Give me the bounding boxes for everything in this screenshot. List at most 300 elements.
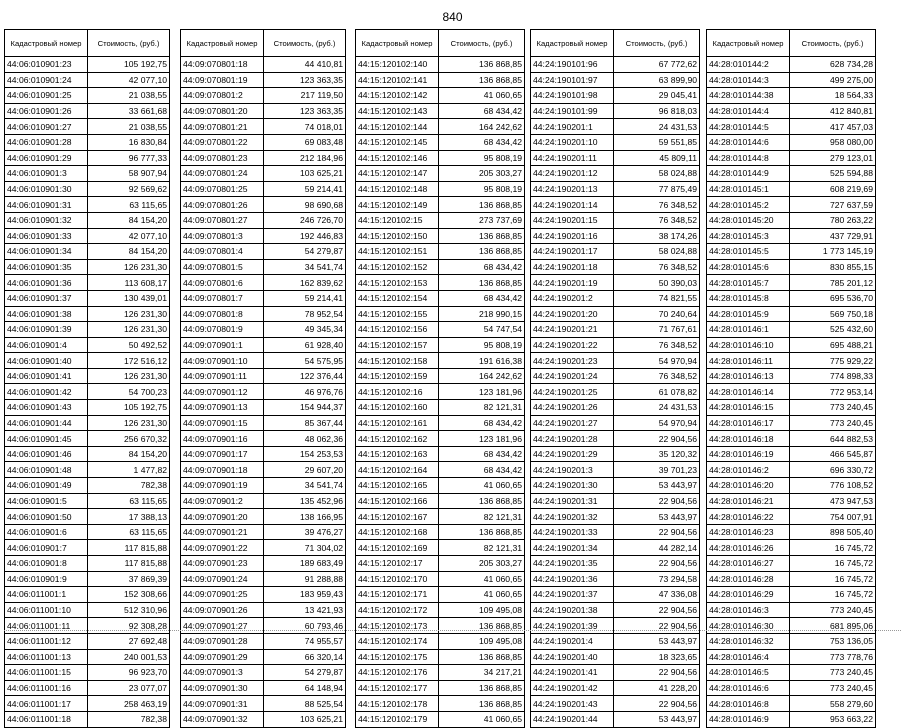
table-row — [356, 166, 525, 182]
table-row — [356, 400, 525, 416]
table-row — [5, 150, 170, 166]
cadastral-number-cell: 44:06:010901:28 — [5, 134, 88, 150]
cost-cell: 123 181,96 — [439, 384, 525, 400]
cost-cell: 92 569,62 — [88, 181, 170, 197]
cost-cell: 33 661,68 — [88, 103, 170, 119]
table-row — [356, 103, 525, 119]
cost-cell: 18 564,33 — [790, 88, 876, 104]
cost-cell: 68 434,42 — [439, 462, 525, 478]
cadastral-number-cell: 44:09:070901:25 — [181, 587, 264, 603]
table-row — [356, 633, 525, 649]
table-row — [181, 119, 346, 135]
cadastral-number-cell: 44:28:010146:15 — [707, 400, 790, 416]
cost-cell: 58 024,88 — [614, 166, 700, 182]
cadastral-number-cell: 44:24:190101:98 — [531, 88, 614, 104]
cost-cell: 22 904,56 — [614, 665, 700, 681]
table-row — [531, 493, 700, 509]
table-row — [531, 571, 700, 587]
cost-cell: 1 477,82 — [88, 462, 170, 478]
cost-cell: 50 390,03 — [614, 275, 700, 291]
cadastral-number-cell: 44:15:120102:155 — [356, 306, 439, 322]
cadastral-number-cell: 44:06:010901:41 — [5, 368, 88, 384]
cost-cell: 54 747,54 — [439, 322, 525, 338]
cadastral-number-cell: 44:09:070801:21 — [181, 119, 264, 135]
cadastral-number-cell: 44:15:120102:165 — [356, 478, 439, 494]
cadastral-number-cell: 44:09:070801:25 — [181, 181, 264, 197]
cost-cell: 162 839,62 — [264, 275, 346, 291]
cadastral-number-cell: 44:06:010901:30 — [5, 181, 88, 197]
cost-cell: 85 367,44 — [264, 415, 346, 431]
cadastral-number-cell: 44:15:120102:142 — [356, 88, 439, 104]
cost-cell: 103 625,21 — [264, 711, 346, 727]
table-row — [181, 493, 346, 509]
cost-cell: 54 700,23 — [88, 384, 170, 400]
table-row — [707, 353, 876, 369]
cost-cell: 136 868,85 — [439, 197, 525, 213]
table-row — [707, 665, 876, 681]
cost-cell: 135 452,96 — [264, 493, 346, 509]
cost-cell: 42 077,10 — [88, 228, 170, 244]
column-header-cost: Стоимость, (руб.) — [439, 30, 525, 57]
cost-cell: 569 750,18 — [790, 306, 876, 322]
cadastral-number-cell: 44:15:120102:172 — [356, 602, 439, 618]
cadastral-number-cell: 44:28:010146:4 — [707, 649, 790, 665]
table-row — [356, 602, 525, 618]
table-row — [181, 602, 346, 618]
cost-cell: 76 348,52 — [614, 368, 700, 384]
cadastral-number-cell: 44:28:010146:32 — [707, 633, 790, 649]
cadastral-number-cell: 44:24:190201:40 — [531, 649, 614, 665]
cost-cell: 34 541,74 — [264, 478, 346, 494]
table-row — [181, 228, 346, 244]
table-row — [707, 134, 876, 150]
table-row — [531, 306, 700, 322]
table-row — [181, 337, 346, 353]
table-row — [531, 649, 700, 665]
cadastral-number-cell: 44:09:070801:18 — [181, 57, 264, 73]
cadastral-number-cell: 44:28:010146:20 — [707, 478, 790, 494]
cost-cell: 41 060,65 — [439, 587, 525, 603]
cost-cell: 830 855,15 — [790, 259, 876, 275]
cost-cell: 240 001,53 — [88, 649, 170, 665]
table-row — [531, 665, 700, 681]
cadastral-number-cell: 44:15:120102:146 — [356, 150, 439, 166]
table-row — [707, 711, 876, 727]
table-row — [181, 353, 346, 369]
table-header-row — [356, 30, 525, 57]
cost-cell: 24 431,53 — [614, 119, 700, 135]
table-header-row — [181, 30, 346, 57]
cadastral-number-cell: 44:09:070801:22 — [181, 134, 264, 150]
cadastral-number-cell: 44:28:010144:5 — [707, 119, 790, 135]
cadastral-number-cell: 44:24:190201:12 — [531, 166, 614, 182]
cadastral-number-cell: 44:24:190201:26 — [531, 400, 614, 416]
cost-cell: 41 060,65 — [439, 88, 525, 104]
table-row — [356, 368, 525, 384]
cost-cell: 59 214,41 — [264, 290, 346, 306]
cadastral-number-cell: 44:15:120102:16 — [356, 384, 439, 400]
cost-cell: 76 348,52 — [614, 337, 700, 353]
cost-cell: 34 217,21 — [439, 665, 525, 681]
cadastral-number-cell: 44:24:190201:30 — [531, 478, 614, 494]
cadastral-number-cell: 44:06:010901:24 — [5, 72, 88, 88]
cadastral-number-cell: 44:09:070901:19 — [181, 478, 264, 494]
cost-cell: 608 219,69 — [790, 181, 876, 197]
cadastral-number-cell: 44:24:190101:97 — [531, 72, 614, 88]
cost-cell: 695 488,21 — [790, 337, 876, 353]
cadastral-number-cell: 44:06:010901:40 — [5, 353, 88, 369]
cadastral-number-cell: 44:28:010144:38 — [707, 88, 790, 104]
cost-cell: 23 077,07 — [88, 680, 170, 696]
cost-cell: 69 083,48 — [264, 134, 346, 150]
table-row — [707, 540, 876, 556]
cost-cell: 53 443,97 — [614, 478, 700, 494]
table-row — [356, 212, 525, 228]
cadastral-number-cell: 44:24:190201:25 — [531, 384, 614, 400]
cost-cell: 258 463,19 — [88, 696, 170, 712]
table-row — [181, 181, 346, 197]
cost-cell: 47 336,08 — [614, 587, 700, 603]
table-row — [531, 524, 700, 540]
cadastral-number-cell: 44:24:190201:43 — [531, 696, 614, 712]
table-row — [181, 306, 346, 322]
table-row — [356, 680, 525, 696]
cadastral-number-cell: 44:15:120102:15 — [356, 212, 439, 228]
cadastral-number-cell: 44:06:011001:1 — [5, 587, 88, 603]
table-row — [181, 524, 346, 540]
cost-cell: 74 955,57 — [264, 633, 346, 649]
table-row — [356, 275, 525, 291]
cadastral-number-cell: 44:24:190201:37 — [531, 587, 614, 603]
cadastral-number-cell: 44:09:070801:9 — [181, 322, 264, 338]
cadastral-number-cell: 44:24:190201:32 — [531, 509, 614, 525]
table-header-row — [707, 30, 876, 57]
table-row — [707, 571, 876, 587]
table-row — [707, 384, 876, 400]
table-row — [181, 587, 346, 603]
cost-cell: 123 181,96 — [439, 431, 525, 447]
table-row — [5, 493, 170, 509]
cadastral-number-cell: 44:24:190201:42 — [531, 680, 614, 696]
cost-cell: 136 868,85 — [439, 275, 525, 291]
cost-cell: 109 495,08 — [439, 633, 525, 649]
cadastral-number-cell: 44:15:120102:162 — [356, 431, 439, 447]
table-row — [356, 259, 525, 275]
cost-cell: 96 923,70 — [88, 665, 170, 681]
table-header-row — [531, 30, 700, 57]
cadastral-table-3 — [355, 29, 525, 728]
cost-cell: 16 745,72 — [790, 587, 876, 603]
cadastral-number-cell: 44:15:120102:153 — [356, 275, 439, 291]
cost-cell: 61 078,82 — [614, 384, 700, 400]
cost-cell: 126 231,30 — [88, 415, 170, 431]
cadastral-number-cell: 44:28:010144:3 — [707, 72, 790, 88]
table-row — [181, 540, 346, 556]
table-row — [531, 228, 700, 244]
table-row — [181, 633, 346, 649]
table-row — [707, 524, 876, 540]
cost-cell: 35 120,32 — [614, 446, 700, 462]
cost-cell: 205 303,27 — [439, 556, 525, 572]
cost-cell: 126 231,30 — [88, 259, 170, 275]
table-row — [5, 181, 170, 197]
cost-cell: 64 148,94 — [264, 680, 346, 696]
cadastral-number-cell: 44:15:120102:175 — [356, 649, 439, 665]
table-row — [356, 696, 525, 712]
cost-cell: 82 121,31 — [439, 509, 525, 525]
cadastral-number-cell: 44:24:190201:10 — [531, 134, 614, 150]
cost-cell: 273 737,69 — [439, 212, 525, 228]
table-row — [356, 57, 525, 73]
cost-cell: 29 045,41 — [614, 88, 700, 104]
cost-cell: 775 929,22 — [790, 353, 876, 369]
table-row — [181, 103, 346, 119]
cadastral-number-cell: 44:15:120102:173 — [356, 618, 439, 634]
cost-cell: 21 038,55 — [88, 119, 170, 135]
cadastral-number-cell: 44:28:010146:11 — [707, 353, 790, 369]
table-row — [356, 649, 525, 665]
cost-cell: 50 492,52 — [88, 337, 170, 353]
table-row — [707, 322, 876, 338]
table-row — [531, 711, 700, 727]
cadastral-number-cell: 44:28:010144:6 — [707, 134, 790, 150]
cadastral-number-cell: 44:28:010146:8 — [707, 696, 790, 712]
cost-cell: 84 154,20 — [88, 446, 170, 462]
cadastral-number-cell: 44:28:010146:18 — [707, 431, 790, 447]
cadastral-number-cell: 44:06:010901:36 — [5, 275, 88, 291]
table-row — [181, 509, 346, 525]
cadastral-number-cell: 44:15:120102:144 — [356, 119, 439, 135]
cost-cell: 95 808,19 — [439, 181, 525, 197]
cost-cell: 71 304,02 — [264, 540, 346, 556]
table-row — [531, 244, 700, 260]
table-row — [531, 181, 700, 197]
cost-cell: 66 320,14 — [264, 649, 346, 665]
cost-cell: 63 115,65 — [88, 493, 170, 509]
cadastral-number-cell: 44:24:190101:99 — [531, 103, 614, 119]
table-row — [356, 524, 525, 540]
table-row — [356, 150, 525, 166]
cost-cell: 774 898,33 — [790, 368, 876, 384]
cost-cell: 695 536,70 — [790, 290, 876, 306]
table-row — [356, 711, 525, 727]
cadastral-number-cell: 44:09:070901:31 — [181, 696, 264, 712]
cost-cell: 82 121,31 — [439, 540, 525, 556]
cost-cell: 16 745,72 — [790, 540, 876, 556]
table-row — [5, 509, 170, 525]
cadastral-number-cell: 44:28:010144:2 — [707, 57, 790, 73]
cadastral-number-cell: 44:28:010146:13 — [707, 368, 790, 384]
cost-cell: 412 840,81 — [790, 103, 876, 119]
table-row — [356, 462, 525, 478]
cadastral-number-cell: 44:15:120102:161 — [356, 415, 439, 431]
table-row — [181, 665, 346, 681]
table-row — [181, 244, 346, 260]
cost-cell: 16 745,72 — [790, 571, 876, 587]
table-row — [356, 197, 525, 213]
table-row — [5, 540, 170, 556]
table-row — [5, 446, 170, 462]
table-row — [707, 602, 876, 618]
cost-cell: 122 376,44 — [264, 368, 346, 384]
cadastral-number-cell: 44:06:010901:48 — [5, 462, 88, 478]
cadastral-number-cell: 44:15:120102:167 — [356, 509, 439, 525]
cadastral-number-cell: 44:24:190201:16 — [531, 228, 614, 244]
cost-cell: 512 310,96 — [88, 602, 170, 618]
cadastral-number-cell: 44:09:070901:23 — [181, 556, 264, 572]
cost-cell: 105 192,75 — [88, 57, 170, 73]
cadastral-number-cell: 44:15:120102:157 — [356, 337, 439, 353]
table-row — [5, 696, 170, 712]
table-row — [5, 368, 170, 384]
cadastral-number-cell: 44:28:010145:8 — [707, 290, 790, 306]
cadastral-number-cell: 44:15:120102:168 — [356, 524, 439, 540]
cadastral-number-cell: 44:09:070901:20 — [181, 509, 264, 525]
cost-cell: 96 818,03 — [614, 103, 700, 119]
cost-cell: 16 745,72 — [790, 556, 876, 572]
table-row — [181, 696, 346, 712]
table-row — [356, 134, 525, 150]
cadastral-number-cell: 44:24:190201:17 — [531, 244, 614, 260]
table-row — [707, 431, 876, 447]
table-row — [707, 88, 876, 104]
cadastral-number-cell: 44:28:010146:27 — [707, 556, 790, 572]
table-row — [5, 337, 170, 353]
table-row — [181, 275, 346, 291]
cadastral-number-cell: 44:24:190201:24 — [531, 368, 614, 384]
table-row — [707, 259, 876, 275]
cost-cell: 696 330,72 — [790, 462, 876, 478]
table-row — [531, 400, 700, 416]
cost-cell: 776 108,52 — [790, 478, 876, 494]
cadastral-number-cell: 44:28:010145:1 — [707, 181, 790, 197]
table-row — [531, 103, 700, 119]
cost-cell: 37 869,39 — [88, 571, 170, 587]
cadastral-number-cell: 44:06:010901:5 — [5, 493, 88, 509]
cadastral-number-cell: 44:28:010146:30 — [707, 618, 790, 634]
cost-cell: 41 060,65 — [439, 478, 525, 494]
cadastral-number-cell: 44:09:070901:16 — [181, 431, 264, 447]
table-row — [356, 493, 525, 509]
table-row — [181, 384, 346, 400]
table-row — [531, 275, 700, 291]
cost-cell: 22 904,56 — [614, 431, 700, 447]
cost-cell: 136 868,85 — [439, 680, 525, 696]
cost-cell: 123 363,35 — [264, 103, 346, 119]
table-row — [181, 400, 346, 416]
cadastral-number-cell: 44:09:070901:22 — [181, 540, 264, 556]
cadastral-number-cell: 44:09:070901:13 — [181, 400, 264, 416]
cost-cell: 68 434,42 — [439, 415, 525, 431]
table-row — [181, 88, 346, 104]
cadastral-number-cell: 44:28:010145:3 — [707, 228, 790, 244]
cadastral-number-cell: 44:15:120102:171 — [356, 587, 439, 603]
table-row — [707, 166, 876, 182]
cadastral-number-cell: 44:28:010146:2 — [707, 462, 790, 478]
table-row — [531, 415, 700, 431]
cadastral-number-cell: 44:09:070801:4 — [181, 244, 264, 260]
cadastral-number-cell: 44:06:011001:16 — [5, 680, 88, 696]
table-row — [181, 197, 346, 213]
cadastral-number-cell: 44:28:010146:28 — [707, 571, 790, 587]
cost-cell: 126 231,30 — [88, 306, 170, 322]
table-row — [5, 602, 170, 618]
cost-cell: 117 815,88 — [88, 540, 170, 556]
cadastral-number-cell: 44:24:190201:28 — [531, 431, 614, 447]
table-row — [356, 509, 525, 525]
cadastral-number-cell: 44:24:190201:1 — [531, 119, 614, 135]
cadastral-number-cell: 44:28:010146:5 — [707, 665, 790, 681]
cadastral-number-cell: 44:15:120102:140 — [356, 57, 439, 73]
cadastral-number-cell: 44:24:190201:3 — [531, 462, 614, 478]
cost-cell: 754 007,91 — [790, 509, 876, 525]
table-row — [707, 212, 876, 228]
table-row — [181, 150, 346, 166]
cost-cell: 71 767,61 — [614, 322, 700, 338]
cadastral-number-cell: 44:06:010901:39 — [5, 322, 88, 338]
cadastral-number-cell: 44:09:070901:24 — [181, 571, 264, 587]
cost-cell: 58 907,94 — [88, 166, 170, 182]
table-row — [707, 415, 876, 431]
cost-cell: 136 868,85 — [439, 649, 525, 665]
table-row — [707, 587, 876, 603]
table-row — [181, 680, 346, 696]
table-row — [531, 602, 700, 618]
cadastral-number-cell: 44:24:190201:20 — [531, 306, 614, 322]
table-row — [707, 119, 876, 135]
cadastral-number-cell: 44:09:070801:20 — [181, 103, 264, 119]
cadastral-number-cell: 44:24:190201:31 — [531, 493, 614, 509]
cadastral-number-cell: 44:24:190201:23 — [531, 353, 614, 369]
cadastral-number-cell: 44:09:070801:3 — [181, 228, 264, 244]
cost-cell: 29 607,20 — [264, 462, 346, 478]
cost-cell: 644 882,53 — [790, 431, 876, 447]
cadastral-number-cell: 44:24:190201:41 — [531, 665, 614, 681]
table-row — [356, 431, 525, 447]
table-row — [5, 665, 170, 681]
cadastral-number-cell: 44:09:070901:17 — [181, 446, 264, 462]
cadastral-number-cell: 44:28:010146:3 — [707, 602, 790, 618]
cadastral-number-cell: 44:09:070801:23 — [181, 150, 264, 166]
cadastral-number-cell: 44:15:120102:154 — [356, 290, 439, 306]
cadastral-number-cell: 44:28:010146:19 — [707, 446, 790, 462]
cost-cell: 136 868,85 — [439, 618, 525, 634]
table-row — [531, 478, 700, 494]
table-row — [181, 166, 346, 182]
cost-cell: 136 868,85 — [439, 524, 525, 540]
cadastral-number-cell: 44:09:070901:12 — [181, 384, 264, 400]
cost-cell: 44 410,81 — [264, 57, 346, 73]
cost-cell: 473 947,53 — [790, 493, 876, 509]
table-row — [181, 415, 346, 431]
cost-cell: 34 541,74 — [264, 259, 346, 275]
cost-cell: 205 303,27 — [439, 166, 525, 182]
table-row — [5, 462, 170, 478]
cost-cell: 48 062,36 — [264, 431, 346, 447]
cadastral-number-cell: 44:15:120102:147 — [356, 166, 439, 182]
cadastral-number-cell: 44:06:010901:46 — [5, 446, 88, 462]
cost-cell: 105 192,75 — [88, 400, 170, 416]
table-row — [356, 556, 525, 572]
cost-cell: 59 214,41 — [264, 181, 346, 197]
cadastral-number-cell: 44:06:010901:43 — [5, 400, 88, 416]
cost-cell: 21 038,55 — [88, 88, 170, 104]
cost-cell: 164 242,62 — [439, 368, 525, 384]
table-row — [5, 166, 170, 182]
table-row — [5, 228, 170, 244]
cadastral-number-cell: 44:28:010146:23 — [707, 524, 790, 540]
cadastral-number-cell: 44:06:010901:32 — [5, 212, 88, 228]
